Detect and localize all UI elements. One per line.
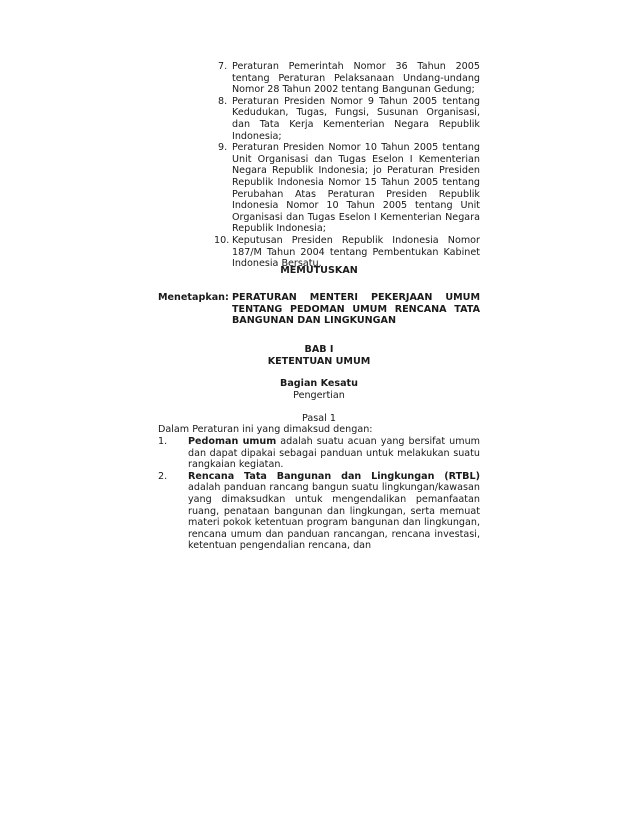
list-item-number: 8. xyxy=(218,95,228,107)
list-item xyxy=(158,436,480,471)
definition-text: adalah panduan rancang bangun suatu lingkungan/kawasan yang dimaksudkan untuk mengendalikan pemanfaatan ruang, penataan bangunan dan lingkungan, serta memuat materi pokok ketentuan program bangunan dan lingkungan, rencana umum dan panduan rancangan, rencana investasi, ketentuan pengendalian rencana, dan xyxy=(188,482,480,552)
list-item-text: Peraturan Pemerintah Nomor 36 Tahun 2005 tentang Peraturan Pelaksanaan Undang-undang Nomor 28 Tahun 2002 tentang Bangunan Gedung; xyxy=(232,61,480,96)
list-item xyxy=(218,142,480,235)
decision-heading: MEMUTUSKAN xyxy=(280,265,358,276)
list-item xyxy=(218,96,480,142)
part-number: Bagian Kesatu xyxy=(280,378,358,389)
list-item-text: Peraturan Presiden Nomor 10 Tahun 2005 tentang Unit Organisasi dan Tugas Eselon I Kementerian Negara Republik Indonesia; jo Peraturan Presiden Republik Indonesia Nomor 15 Tahun 2005 tentang Perubahan Atas Peraturan Presiden Republik Indonesia Nomor 10 Tahun 2005 tentang Unit Organisasi dan Tugas Eselon I Kementerian Negara Republik Indonesia; xyxy=(232,142,480,235)
part-title: Pengertian xyxy=(293,390,345,401)
list-item-number: 1. xyxy=(158,436,168,447)
chapter-number: BAB I xyxy=(304,344,334,355)
definitions-intro: Dalam Peraturan ini yang dimaksud dengan: xyxy=(158,424,373,435)
definition-term: Pedoman umum xyxy=(188,436,277,447)
list-item-text xyxy=(188,471,480,552)
list-item-text: Keputusan Presiden Republik Indonesia Nomor 187/M Tahun 2004 tentang Pembentukan Kabinet Indonesia Bersatu. xyxy=(232,234,480,270)
definition-text: adalah suatu acuan yang bersifat umum dan dapat dipakai sebagai panduan untuk melakukan suatu rangkaian kegiatan. xyxy=(188,436,480,471)
list-item-number: 2. xyxy=(158,470,168,482)
definitions-list xyxy=(158,436,480,552)
list-item-number: 9. xyxy=(218,142,228,154)
list-item xyxy=(218,61,480,96)
list-item-text xyxy=(188,436,480,471)
menetapkan-label: Menetapkan: xyxy=(158,292,229,303)
article-heading: Pasal 1 xyxy=(302,413,336,424)
definition-term: Rencana Tata Bangunan dan Lingkungan (RTBL) xyxy=(188,470,480,482)
list-item-number: 7. xyxy=(218,61,228,72)
considerations-list xyxy=(214,61,480,270)
list-item xyxy=(158,471,480,552)
list-item-text: Peraturan Presiden Nomor 9 Tahun 2005 tentang Kedudukan, Tugas, Fungsi, Susunan Organisasi, dan Tata Kerja Kementerian Negara Republik Indonesia; xyxy=(232,95,480,142)
regulation-title: PERATURAN MENTERI PEKERJAAN UMUM TENTANG PEDOMAN UMUM RENCANA TATA BANGUNAN DAN LINGKUNGAN xyxy=(232,292,480,327)
chapter-title: KETENTUAN UMUM xyxy=(267,356,371,367)
list-item-number: 10. xyxy=(214,234,230,246)
